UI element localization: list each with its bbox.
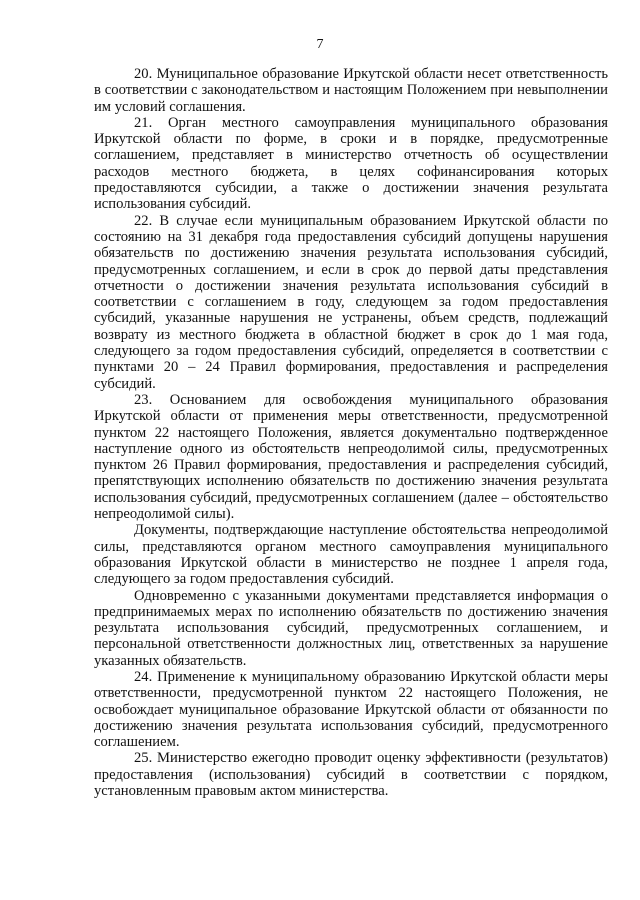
paragraph-23-documents: Документы, подтверждающие наступление обстоятельства непреодолимой силы, представляются органом местного самоуправления муниципального образования Иркутской области в министерство не позднее 1 апреля года, следующего за годом предоставления субсидий. xyxy=(94,522,608,588)
paragraph-25: 25. Министерство ежегодно проводит оценку эффективности (результатов) предоставления (использования) субсидий в соответствии с порядком, установленным правовым актом министерства. xyxy=(94,750,608,800)
paragraph-21: 21. Орган местного самоуправления муниципального образования Иркутской области по форме, в сроки и в порядке, предусмотренные соглашением, представляет в министерство отчетность об осуществлении расходов местного бюджета, в целях софинансирования которых предоставляются субсидии, а также о достижении значения результата использования субсидий. xyxy=(94,114,608,213)
paragraph-23-information: Одновременно с указанными документами представляется информация о предпринимаемых мерах по исполнению обязательств по достижению значения результата использования субсидий, предусмотренных соглашением, и персональной ответственности должностных лиц, ответственных за нарушение указанных обязательств. xyxy=(94,587,608,669)
paragraph-20: 20. Муниципальное образование Иркутской области несет ответственность в соответствии с законодательством и настоящим Положением при невыполнении им условий соглашения. xyxy=(94,66,608,115)
document-body xyxy=(94,66,608,799)
paragraph-24: 24. Применение к муниципальному образованию Иркутской области меры ответственности, предусмотренной пунктом 22 настоящего Положения, не освобождает муниципальное образование Иркутской области от обязанности по достижению значения результата использования субсидий, предусмотренного соглашением. xyxy=(94,668,608,751)
paragraph-22: 22. В случае если муниципальным образованием Иркутской области по состоянию на 31 декабря года предоставления субсидий допущены нарушения обязательств по достижению значения результата использования субсидий, предусмотренных соглашением, и если в срок до первой даты представления отчетности о достижении значения результата использования субсидий в соответствии с соглашением в году, следующем за годом предоставления субсидий, указанные нарушения не устранены, объем средств, подлежащий возврату из местного бюджета в областной бюджет в срок до 1 мая года, следующего за годом предоставления субсидий, определяется в соответствии с пунктами 20 – 24 Правил формирования, предоставления и распределения субсидий. xyxy=(94,212,608,392)
paragraph-23: 23. Основанием для освобождения муниципального образования Иркутской области от применения меры ответственности, предусмотренной пунктом 22 настоящего Положения, является документально подтвержденное наступление одного из обстоятельств непреодолимой силы, предусмотренных пунктом 26 Правил формирования, предоставления и распределения субсидий, препятствующих исполнению обязательств по достижению значения результата использования субсидий, предусмотренных соглашением (далее – обстоятельство непреодолимой силы). xyxy=(94,391,608,523)
page-number: 7 xyxy=(316,37,324,52)
